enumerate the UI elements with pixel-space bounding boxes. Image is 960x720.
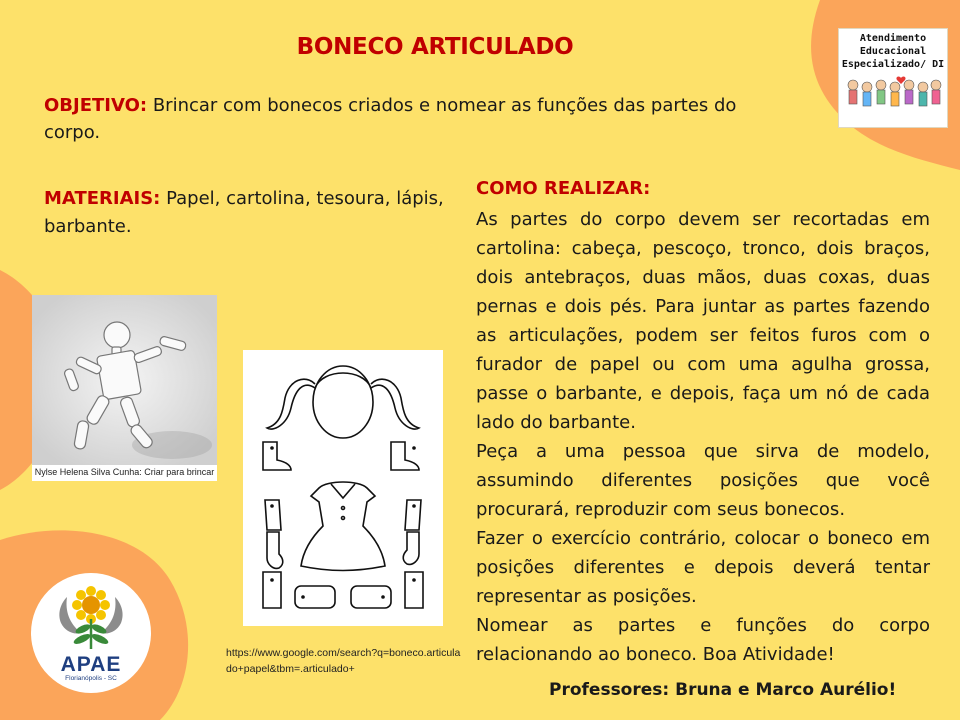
materiais-section — [44, 185, 444, 241]
como-realizar-body — [476, 205, 930, 669]
instruction-paragraph: Peça a uma pessoa que sirva de modelo, assumindo diferentes posições que você procurará, reproduzir com seus bonecos. — [476, 441, 930, 520]
instruction-paragraph: Nomear as partes e funções do corpo relacionando ao boneco. Boa Atividade! — [476, 615, 930, 665]
doll-outline-illustration — [243, 350, 443, 626]
instruction-paragraph: Fazer o exercício contrário, colocar o boneco em posições diferentes e depois deverá tentar representar as posições. — [476, 528, 930, 607]
instruction-paragraph: As partes do corpo devem ser recortadas em cartolina: cabeça, pescoço, tronco, dois braços, dois antebraços, duas mãos, duas coxas, duas pernas e dois pés. Para juntar as partes fazendo as articulações, podem ser feitos furos com o furador de papel ou com uma agulha grossa, passe o barbante, e depois, faça um nó de cada lado do barbante. — [476, 209, 930, 433]
objetivo-label: OBJETIVO: — [44, 95, 148, 116]
objetivo-section — [44, 92, 784, 146]
coloring-page-doll — [243, 350, 443, 626]
page-title: BONECO ARTICULADO — [296, 34, 574, 60]
apae-city: Florianópolis - SC — [65, 675, 117, 682]
como-realizar-label: COMO REALIZAR: — [476, 178, 651, 199]
apae-name: APAE — [60, 653, 122, 676]
materiais-label: MATERIAIS: — [44, 188, 161, 209]
children-illustration — [843, 75, 943, 123]
aee-badge — [838, 28, 948, 128]
paper-doll-illustration — [32, 295, 217, 465]
teachers-credit: Professores: Bruna e Marco Aurélio! — [549, 680, 897, 700]
objetivo-text: Brincar com bonecos criados e nomear as funções das partes do corpo. — [44, 95, 737, 143]
source-url: https://www.google.com/search?q=boneco.articulado+papel&tbm=.articulado+ — [226, 647, 461, 675]
photo-caption: Nylse Helena Silva Cunha: Criar para brincar — [34, 467, 215, 477]
aee-badge-text: Atendimento Educacional Especializado/ DI — [841, 33, 945, 70]
apae-logo — [31, 573, 151, 693]
materiais-text: Papel, cartolina, tesoura, lápis, barbante. — [44, 188, 444, 237]
paper-doll-photo — [32, 295, 217, 481]
apae-flower-icon — [53, 583, 129, 653]
